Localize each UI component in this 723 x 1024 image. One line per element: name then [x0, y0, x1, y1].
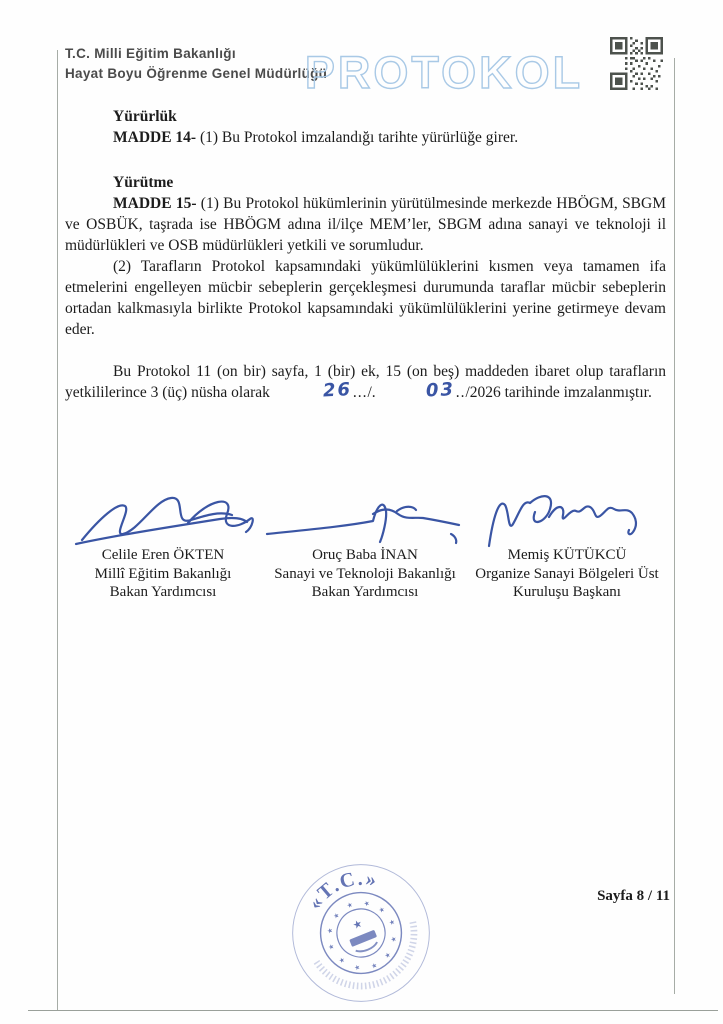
- letterhead-line2: Hayat Boyu Öğrenme Genel Müdürlüğü: [65, 66, 328, 81]
- document-body: [65, 106, 666, 403]
- qr-code-icon: [610, 37, 663, 90]
- signatory-okten: [62, 490, 264, 602]
- signature-kutukcu-image: [477, 490, 657, 548]
- closing-text-end: tarihinde imzalanmıştır.: [504, 384, 652, 401]
- signatory-org: Sanayi ve Teknoloji Bakanlığı: [274, 565, 456, 582]
- date-slash: /: [367, 384, 372, 401]
- svg-text:★: ★: [332, 911, 341, 921]
- svg-text:★: ★: [327, 942, 336, 952]
- svg-text:★: ★: [389, 934, 398, 945]
- page-border-left: [57, 50, 58, 1010]
- signatory-title: Bakan Yardımcısı: [109, 584, 217, 600]
- madde-15-text: (1) Bu Protokol hükümlerinin yürütülmesinde merkezde HBÖGM, SBGM ve OSBÜK, taşrada ise HBÖGM adına il/ilçe MEM’ler, SBGM adına sanayi ve teknoloji il müdürlükleri ve OSB müdürlükleri yetkili ve sorumludur.: [65, 195, 666, 254]
- svg-text:★: ★: [353, 962, 362, 973]
- madde-15-paragraph: [65, 193, 666, 256]
- signature-okten-image: [68, 490, 258, 548]
- madde-14-label: MADDE 14-: [113, 129, 197, 146]
- svg-text:★: ★: [362, 898, 372, 909]
- protokol-watermark-text: PROTOKOL: [304, 47, 584, 98]
- signatory-name: Oruç Baba İNAN: [312, 547, 418, 563]
- dots-1: ...: [352, 384, 368, 401]
- madde-15-label: MADDE 15-: [113, 195, 197, 212]
- svg-text:★: ★: [370, 961, 379, 971]
- svg-text:★: ★: [377, 905, 387, 915]
- svg-text:★: ★: [351, 917, 365, 933]
- svg-text:★: ★: [383, 950, 392, 961]
- stamp-tc-text: «T.C.»: [303, 867, 381, 914]
- page-border-right: [674, 58, 675, 994]
- svg-text:★: ★: [325, 926, 335, 936]
- page-border-bottom: [28, 1010, 718, 1011]
- signatory-name: Celile Eren ÖKTEN: [101, 547, 225, 563]
- svg-text:★: ★: [387, 917, 397, 928]
- signatory-inan: [264, 490, 466, 602]
- section-heading-yurutme: Yürütme: [113, 174, 174, 191]
- svg-text:★: ★: [337, 955, 347, 966]
- stamp-emblem: [343, 914, 380, 955]
- signature-block: [62, 490, 668, 602]
- handwritten-day: 26: [322, 378, 353, 402]
- signatory-org: Millî Eğitim Bakanlığı: [94, 565, 232, 582]
- signatory-title: Kuruluşu Başkanı: [513, 584, 621, 600]
- date-year: /2026: [465, 384, 501, 401]
- letterhead-line1: T.C. Milli Eğitim Bakanlığı: [65, 46, 236, 61]
- signatory-kutukcu: [466, 490, 668, 602]
- signatory-org: Organize Sanayi Bölgeleri Üst: [475, 565, 659, 582]
- handwritten-month: 03: [425, 378, 456, 402]
- protokol-watermark: [288, 46, 600, 100]
- closing-text: Bu Protokol 11 (on bir) sayfa, 1 (bir) ek, 15 (on beş) maddeden ibaret olup tarafların yetkililerince 3 (üç) nüsha olarak: [65, 363, 666, 401]
- page-number-label: Sayfa 8 / 11: [597, 888, 670, 904]
- madde-15-clause-2: (2) Tarafların Protokol kapsamındaki yükümlülüklerini kısmen veya tamamen ifa etmelerini engelleyen mücbir sebeplerin gerçekleşmesi durumunda taraflar mücbir sebeplerin ortadan kalkmasıyla birlikte Protokol kapsamındaki yükümlülüklerini yerine getirmeye devam eder.: [65, 258, 666, 338]
- madde-14-text: (1) Bu Protokol imzalandığı tarihte yürürlüğe girer.: [199, 129, 519, 146]
- signatory-name: Memiş KÜTÜKCÜ: [507, 547, 627, 563]
- signatory-title: Bakan Yardımcısı: [311, 584, 419, 600]
- dots-3: ..: [455, 384, 466, 401]
- dots-2: .: [371, 384, 377, 401]
- svg-text:★: ★: [345, 900, 355, 911]
- official-stamp: [284, 856, 438, 1010]
- closing-paragraph: [65, 361, 666, 403]
- madde-14-paragraph: [65, 127, 666, 148]
- section-heading-yururluk: Yürürlük: [113, 108, 177, 125]
- signature-inan-image: [265, 490, 465, 548]
